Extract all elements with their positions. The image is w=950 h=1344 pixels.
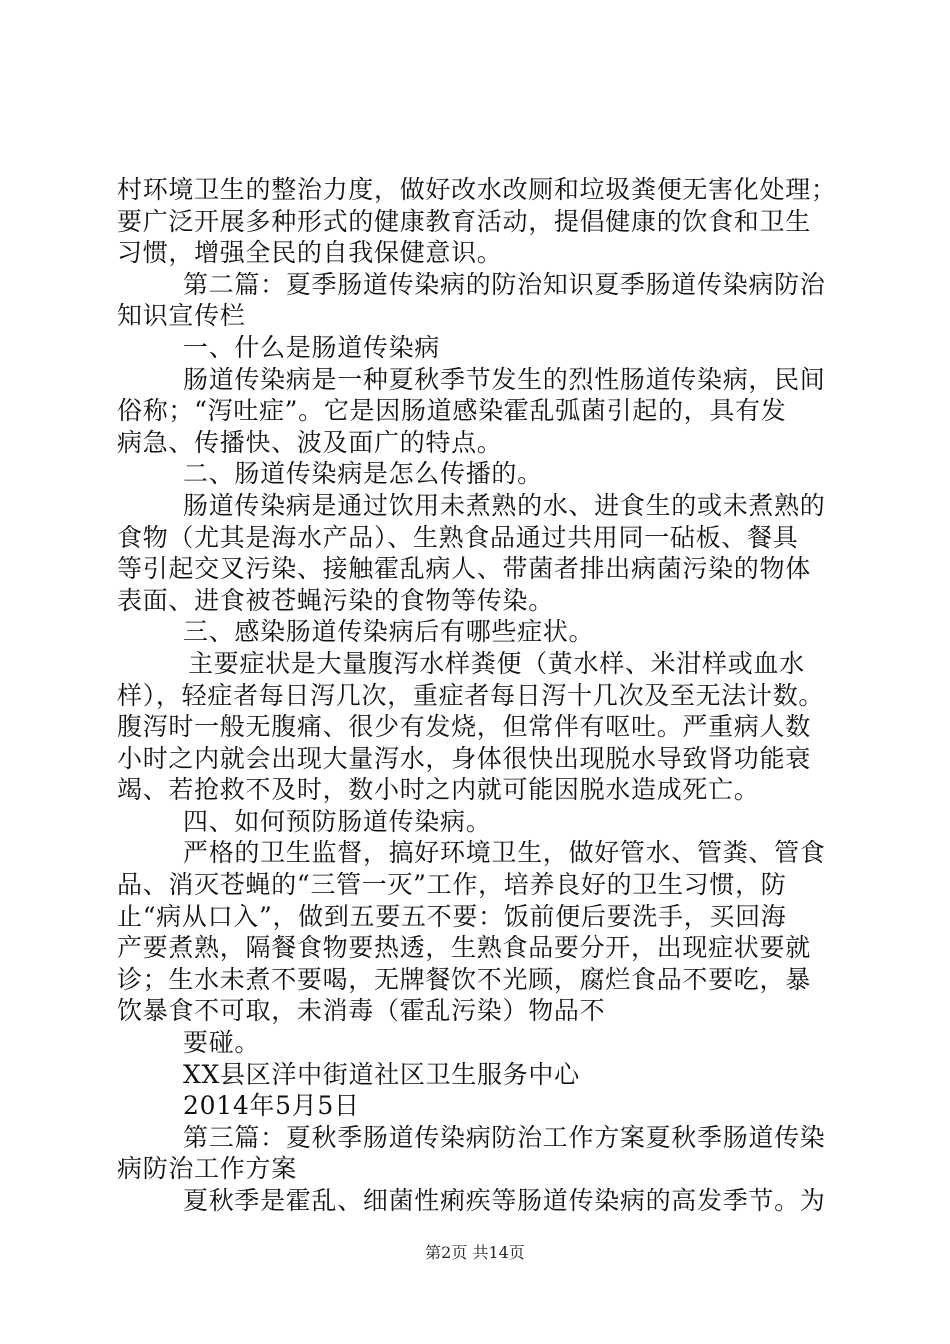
signature-organization: XX县区洋中街道社区卫生服务中心 (183, 1059, 580, 1089)
document-body (117, 174, 837, 1217)
section-heading-cont: 病防治工作方案 (117, 1154, 297, 1184)
text-line: 严格的卫生监督，搞好环境卫生，做好管水、管粪、管食 (183, 838, 826, 868)
text-line: 产要煮熟，隔餐食物要热透，生熟食品要分开，出现症状要就 (117, 933, 811, 963)
text-line: 肠道传染病是通过饮用未煮熟的水、进食生的或未煮熟的 (183, 490, 826, 520)
text-line: 要广泛开展多种形式的健康教育活动，提倡健康的饮食和卫生 (117, 206, 811, 236)
text-line: 诊；生水未煮不要喝，无牌餐饮不光顾，腐烂食品不要吃，暴 (117, 964, 811, 994)
text-line: 腹泻时一般无腹痛、很少有发烧，但常伴有呕吐。严重病人数 (117, 712, 811, 742)
page-footer: 第2页 共14页 (425, 1243, 525, 1262)
text-line: 样），轻症者每日泻几次，重症者每日泻十几次及至无法计数。 (117, 680, 825, 710)
text-line: 品、消灭苍蝇的“三管一灭”工作，培养良好的卫生习惯，防 (117, 870, 787, 900)
text-line: 要碰。 (183, 1028, 261, 1058)
section-heading: 第二篇：夏季肠道传染病的防治知识夏季肠道传染病防治 (183, 269, 826, 299)
text-line: 竭、若抢救不及时，数小时之内就可能因脱水造成死亡。 (117, 775, 760, 805)
text-line: 等引起交叉污染、接触霍乱病人、带菌者排出病菌污染的物体 (117, 554, 811, 584)
text-line: 饮暴食不可取，未消毒（霍乱污染）物品不 (117, 996, 606, 1026)
text-line: 习惯，增强全民的自我保健意识。 (117, 238, 503, 268)
section-heading-cont: 知识宣传栏 (117, 301, 246, 331)
text-line: 夏秋季是霍乱、细菌性痢疾等肠道传染病的高发季节。为 (183, 1186, 826, 1215)
text-line: 表面、进食被苍蝇污染的食物等传染。 (117, 585, 554, 615)
section-heading: 第三篇：夏秋季肠道传染病防治工作方案夏秋季肠道传染 (183, 1122, 826, 1152)
subheading: 三、感染肠道传染病后有哪些症状。 (183, 617, 595, 647)
text-line: 俗称；“泻吐症”。它是因肠道感染霍乱弧菌引起的，具有发 (117, 396, 787, 426)
text-line: 小时之内就会出现大量泻水，身体很快出现脱水导致肾功能衰 (117, 743, 811, 773)
text-line: 病急、传播快、波及面广的特点。 (117, 427, 503, 457)
subheading: 一、什么是肠道传染病 (183, 332, 441, 362)
text-line: 肠道传染病是一种夏秋季节发生的烈性肠道传染病，民间 (183, 364, 826, 394)
text-line: 止“病从口入”，做到五要五不要：饭前便后要洗手，买回海 (117, 901, 787, 931)
subheading: 四、如何预防肠道传染病。 (183, 806, 492, 836)
signature-date: 2014年5月5日 (183, 1091, 360, 1121)
subheading: 二、肠道传染病是怎么传播的。 (183, 459, 543, 489)
text-line: 食物（尤其是海水产品）、生熟食品通过共用同一砧板、餐具 (117, 522, 799, 552)
text-line: 村环境卫生的整治力度，做好改水改厕和垃圾粪便无害化处理； (117, 175, 837, 204)
text-line: 主要症状是大量腹泻水样粪便（黄水样、米泔样或血水 (188, 648, 805, 678)
